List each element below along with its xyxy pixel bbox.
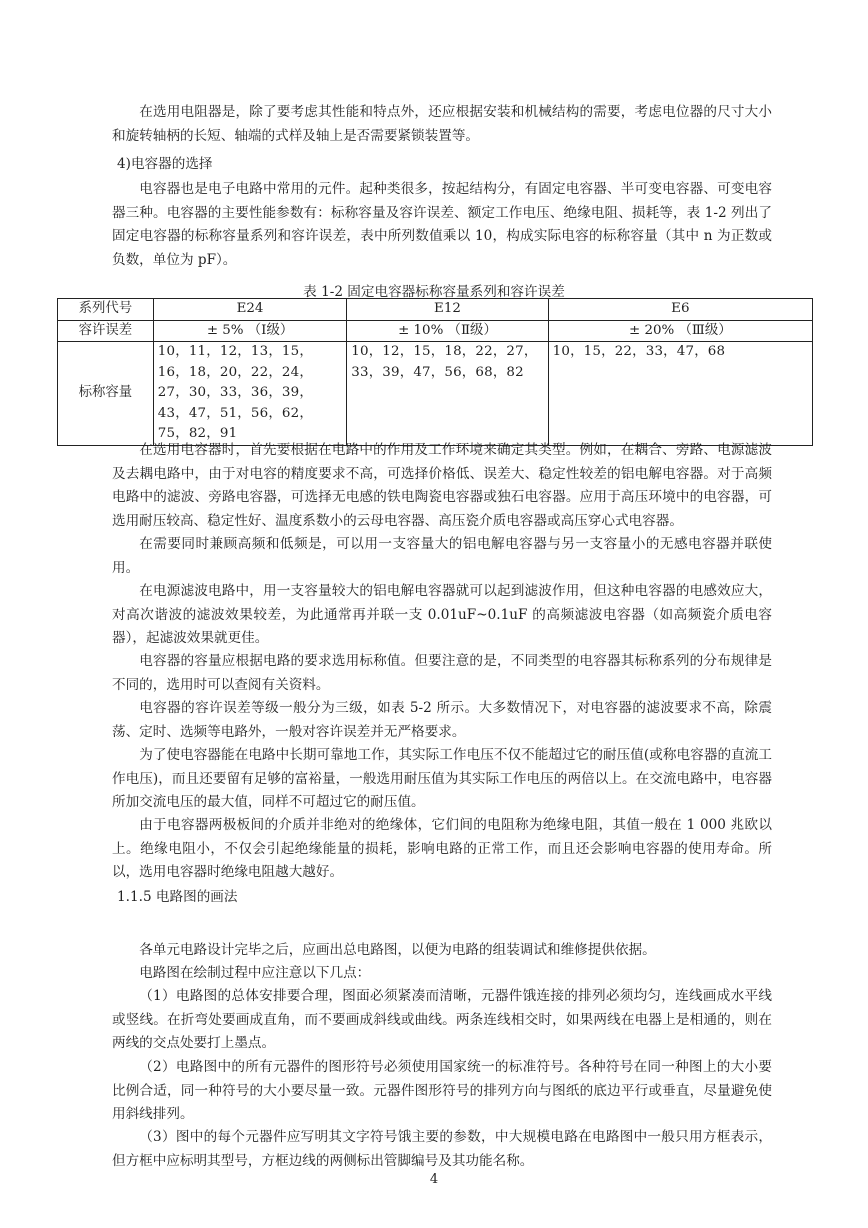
- paragraph-high-low-frequency: 在需要同时兼顾高频和低频是，可以用一支容量大的铝电解电容器与另一支容量小的无感电容器并联使用。: [112, 536, 772, 576]
- table-cell-series-label: 系列代号: [58, 299, 154, 321]
- paragraph-note-3: （3）图中的每个元器件应写明其文字符号饿主要的参数，中大规模电路在电路图中一般只用方框表示，但方框中应标明其型号，方框边线的两侧标出管脚编号及其功能名称。: [112, 1129, 772, 1169]
- page-number: 4: [429, 1172, 439, 1187]
- paragraph-note-1: （1）电路图的总体安排要合理，图面必须紧凑而清晰，元器件饿连接的排列必须均匀，连线画成水平线或竖线。在折弯处要画成直角，而不要画成斜线或曲线。两条连线相交时，如果两线在电器上是相通的，则在两线的交点处要打上墨点。: [112, 988, 772, 1051]
- table-cell-e6: E6: [548, 299, 812, 321]
- table-cell-e12-tolerance: ± 10% （Ⅱ级）: [347, 320, 548, 342]
- paragraph-insulation-resistance: 由于电容器两极板间的介质并非绝对的绝缘体，它们间的电阻称为绝缘电阻，其值一般在 1 000 兆欧以上。绝缘电阻小，不仅会引起绝缘能量的损耗，影响电路的正常工作，而且还会影响电容器的使用寿命。所以，选用电容器时绝缘电阻越大越好。: [112, 817, 772, 880]
- table-cell-e24-values: 10，11，12，13，15，16，18，20，22，24，27，30，33，36，39，43，47，51，56，62，75，82，91: [153, 342, 346, 446]
- table-cell-e24: E24: [153, 299, 346, 321]
- paragraph-working-voltage: 为了使电容器能在电路中长期可靠地工作，其实际工作电压不仅不能超过它的耐压值(或称电容器的直流工作电压)，而且还要留有足够的富裕量，一般选用耐压值为其实际工作电压的两倍以上。在交流电路中，电容器所加交流电压的最大值，同样不可超过它的耐压值。: [112, 747, 772, 810]
- paragraph-drawing-notes: 电路图在绘制过程中应注意以下几点：: [139, 965, 371, 981]
- paragraph-note-2: （2）电路图中的所有元器件的图形符号必须使用国家统一的标准符号。各种符号在同一种图上的大小要比例合适，同一种符号的大小要尽量一致。元器件图形符号的排列方向与图纸的底边平行或垂直，尽量避免使用斜线排列。: [112, 1059, 772, 1122]
- heading-circuit-drawing: 1.1.5 电路图的画法: [117, 889, 238, 905]
- table-cell-e6-values: 10，15，22，33，47，68: [548, 342, 812, 446]
- table-row: [58, 342, 813, 446]
- table-cell-e12-values: 10，12，15，18，22，27，33，39，47，56，68，82: [347, 342, 548, 446]
- table-cell-e12: E12: [347, 299, 548, 321]
- table-caption: 表 1-2 固定电容器标称容量系列和容许误差: [303, 284, 565, 300]
- paragraph-resistor-selection: 在选用电阻器是，除了要考虑其性能和特点外，还应根据安装和机械结构的需要，考虑电位器的尺寸大小和旋转轴柄的长短、轴端的式样及轴上是否需要紧锁装置等。: [112, 104, 772, 144]
- table-cell-nominal-label: 标称容量: [58, 342, 154, 446]
- paragraph-tolerance-levels: 电容器的容许误差等级一般分为三级，如表 5-2 所示。大多数情况下，对电容器的滤波要求不高，除震荡、定时、选频等电路外，一般对容许误差并无严格要求。: [112, 700, 772, 740]
- paragraph-capacitance-value: 电容器的容量应根据电路的要求选用标称值。但要注意的是，不同类型的电容器其标称系列的分布规律是不同的，选用时可以查阅有关资料。: [112, 653, 772, 693]
- paragraph-capacitor-intro: 电容器也是电子电路中常用的元件。起种类很多，按起结构分，有固定电容器、半可变电容器、可变电容器三种。电容器的主要性能参数有：标称容量及容许误差、额定工作电压、绝缘电阻、损耗等，表 1-2 列出了固定电容器的标称容量系列和容许误差，表中所列数值乘以 10，构成实际电容的标称容量（其中 n 为正数或负数，单位为 pF）。: [112, 181, 772, 268]
- paragraph-capacitor-type: 在选用电容器时，首先要根据在电路中的作用及工作环境来确定其类型。例如，在耦合、旁路、电源滤波及去耦电路中，由于对电容的精度要求不高，可选择价格低、误差大、稳定性较差的铝电解电容器。对于高频电路中的滤波、旁路电容器，可选择无电感的铁电陶瓷电容器或独石电容器。应用于高压环境中的电容器，可选用耐压较高、稳定性好、温度系数小的云母电容器、高压瓷介质电容器或高压穿心式电容器。: [112, 442, 772, 529]
- capacitor-series-table: [57, 298, 813, 446]
- table-row: [58, 299, 813, 321]
- heading-capacitor-selection: 4)电容器的选择: [117, 156, 213, 172]
- paragraph-power-filter: 在电源滤波电路中，用一支容量较大的铝电解电容器就可以起到滤波作用，但这种电容器的电感效应大，对高次谐波的滤波效果较差，为此通常再并联一支 0.01uF~0.1uF 的高频滤波电容器（如高频瓷介质电容器），起滤波效果就更佳。: [112, 583, 772, 646]
- table-row: [58, 320, 813, 342]
- paragraph-circuit-overview: 各单元电路设计完毕之后，应画出总电路图，以便为电路的组装调试和维修提供依据。: [139, 942, 656, 958]
- table-cell-tolerance-label: 容许误差: [58, 320, 154, 342]
- table-cell-e6-tolerance: ± 20% （Ⅲ级）: [548, 320, 812, 342]
- table-cell-e24-tolerance: ± 5% （Ⅰ级）: [153, 320, 346, 342]
